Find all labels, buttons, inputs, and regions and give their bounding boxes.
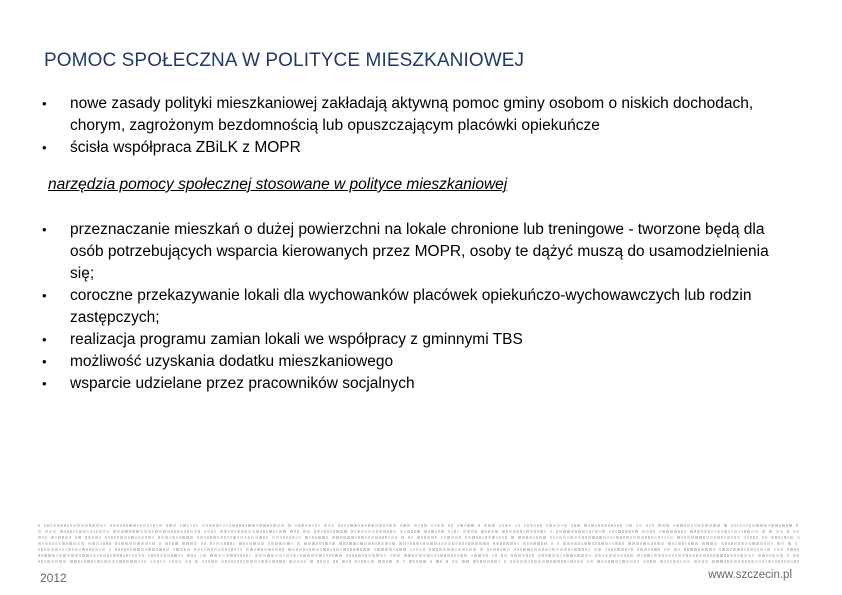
list-item [0,137,790,159]
bullet-marker: • [42,332,47,347]
bullet-marker: • [42,288,47,303]
list-item [0,93,790,137]
footer-year: 2012 [40,571,67,585]
list-item [0,219,790,285]
decorative-digit-band [38,522,800,564]
list-item [0,351,790,373]
bullet-text: możliwość uzyskania dodatku mieszkaniowego [70,353,394,370]
list-item [0,373,790,395]
section-subheading: narzędzia pomocy społecznej stosowane w polityce mieszkaniowej [48,176,508,193]
bullet-marker: • [42,222,47,237]
bullet-marker: • [42,140,47,155]
bullet-text: coroczne przekazywanie lokali dla wychowanków placówek opiekuńczo-wychowawczych lub rodzin zastępczych; [70,287,752,326]
bullet-text: nowe zasady polityki mieszkaniowej zakładają aktywną pomoc gminy osobom o niskich dochodach, chorym, zagrożonym bezdomnością lub opuszczającym placówki opiekuńcze [70,95,754,134]
bullet-marker: • [42,96,47,111]
footer-url[interactable]: www.szczecin.pl [708,569,792,581]
bullet-text: przeznaczanie mieszkań o dużej powierzchni na lokale chronione lub treningowe - tworzone będą dla osób potrzebujących wsparcia kierowanych przez MOPR, osoby te dążyć muszą do usamodzielnienia się; [70,221,769,282]
bullet-text: ścisła współpraca ZBiLK z MOPR [70,139,301,156]
digit-pattern-graphic [38,522,800,564]
list-item [0,329,790,351]
bullet-marker: • [42,376,47,391]
bullet-text: realizacja programu zamian lokali we współpracy z gminnymi TBS [70,331,523,348]
bullet-text: wsparcie udzielane przez pracowników socjalnych [70,375,415,392]
top-bullet-list [0,93,790,159]
slide-title: POMOC SPOŁECZNA W POLITYCE MIESZKANIOWEJ [44,50,525,71]
list-item [0,285,790,329]
tools-bullet-list [0,219,790,395]
bullet-marker: • [42,354,47,369]
